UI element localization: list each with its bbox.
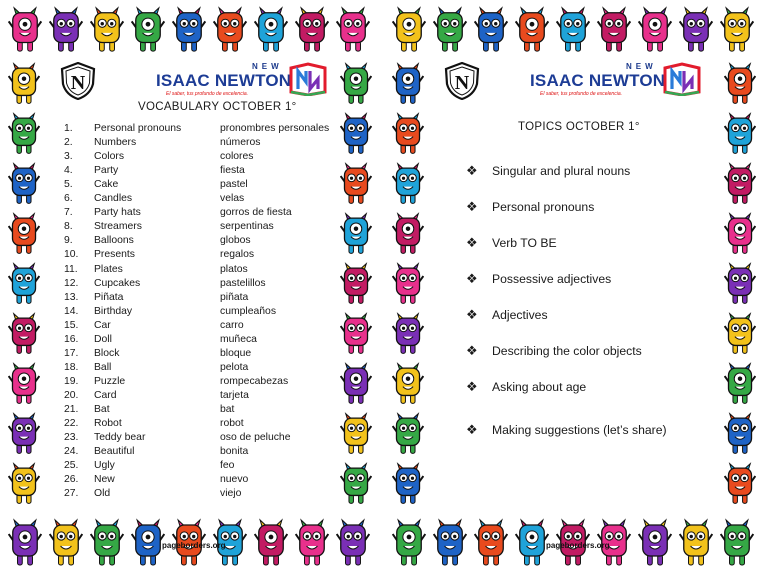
monster-icon — [340, 412, 372, 461]
spanish-word: rompecabezas — [220, 375, 289, 387]
school-emblem-icon — [60, 62, 96, 100]
monster-icon — [8, 312, 40, 361]
spanish-word: pronombres personales — [220, 123, 330, 134]
monster-icon — [8, 262, 40, 311]
diamond-bullet-icon: ❖ — [466, 235, 478, 250]
spanish-word: viejo — [220, 488, 242, 500]
english-word: Cake — [94, 179, 119, 191]
topic-text: Personal pronouns — [492, 200, 595, 214]
item-number: 8. — [64, 221, 73, 233]
monster-icon — [638, 518, 672, 573]
spanish-word: gorros de fiesta — [220, 207, 292, 219]
spanish-word: pelota — [220, 361, 249, 373]
monster-icon — [638, 6, 672, 59]
monster-icon — [392, 212, 424, 261]
diamond-bullet-icon: ❖ — [466, 422, 478, 437]
item-number: 12. — [64, 277, 79, 289]
list-item — [64, 264, 334, 278]
monster-icon — [724, 212, 756, 261]
english-word: Robot — [94, 418, 122, 430]
monster-icon — [8, 412, 40, 461]
english-word: Beautiful — [94, 446, 135, 458]
english-word: Car — [94, 319, 111, 331]
item-number: 14. — [64, 305, 79, 317]
english-word: Party — [94, 165, 119, 177]
monster-icon — [392, 6, 426, 59]
monster-icon — [340, 162, 372, 211]
brand-tagline: El saber, tus profundo de excelencia. — [540, 91, 622, 97]
brand-tagline: El saber, tus profundo de excelencia. — [166, 91, 248, 97]
brand-mark-icon — [662, 62, 702, 96]
english-word: Ugly — [94, 460, 115, 472]
monster-icon — [724, 362, 756, 411]
monster-icon — [392, 412, 424, 461]
item-number: 25. — [64, 460, 79, 472]
monster-icon — [515, 518, 549, 573]
item-number: 27. — [64, 488, 79, 500]
item-number: 1. — [64, 123, 73, 134]
item-number: 15. — [64, 319, 79, 331]
list-item — [64, 221, 334, 235]
monster-icon — [131, 6, 165, 59]
list-item — [64, 488, 334, 502]
english-word: New — [94, 474, 115, 486]
list-item — [64, 446, 334, 460]
credit-label: pageborders.org — [162, 541, 226, 550]
list-item — [64, 165, 334, 179]
monster-icon — [8, 6, 42, 59]
monster-icon — [340, 212, 372, 261]
diamond-bullet-icon: ❖ — [466, 307, 478, 322]
topic-text: Making suggestions (let’s share) — [492, 423, 667, 437]
page-title: VOCABULARY OCTOBER 1° — [138, 101, 297, 113]
english-word: Balloons — [94, 235, 134, 247]
english-word: Party hats — [94, 207, 141, 219]
spanish-word: cumpleaños — [220, 305, 277, 317]
monster-icon — [295, 6, 329, 59]
topic-text: Possessive adjectives — [492, 272, 612, 286]
item-number: 16. — [64, 333, 79, 345]
item-number: 21. — [64, 404, 79, 415]
monster-icon — [8, 518, 42, 573]
monster-icon — [213, 6, 247, 59]
school-logo — [530, 62, 710, 98]
english-word: Old — [94, 488, 111, 500]
monster-icon — [392, 312, 424, 361]
item-number: 23. — [64, 432, 79, 444]
monster-icon — [515, 6, 549, 59]
item-number: 9. — [64, 235, 73, 247]
english-word: Doll — [94, 333, 112, 345]
diamond-bullet-icon: ❖ — [466, 343, 478, 358]
english-word: Block — [94, 347, 120, 359]
brand-mark-icon — [288, 62, 328, 96]
diamond-bullet-icon: ❖ — [466, 199, 478, 214]
list-item — [64, 404, 334, 418]
monster-icon — [392, 112, 424, 161]
monster-icon — [724, 312, 756, 361]
topics-page — [384, 0, 768, 576]
monster-icon — [724, 112, 756, 161]
spanish-word: colores — [220, 151, 254, 163]
item-number: 17. — [64, 347, 79, 359]
monster-icon — [392, 362, 424, 411]
monster-icon — [392, 518, 426, 573]
spanish-word: pastel — [220, 179, 248, 191]
monster-icon — [724, 262, 756, 311]
list-item — [64, 320, 334, 334]
monster-icon — [340, 62, 372, 111]
monster-icon — [392, 162, 424, 211]
english-word: Teddy bear — [94, 432, 146, 444]
monster-icon — [8, 112, 40, 161]
monster-icon — [474, 518, 508, 573]
item-number: 10. — [64, 249, 79, 261]
topic-text: Verb TO BE — [492, 236, 557, 250]
diamond-bullet-icon: ❖ — [466, 379, 478, 394]
diamond-bullet-icon: ❖ — [466, 163, 478, 178]
spanish-word: fiesta — [220, 165, 245, 177]
english-word: Streamers — [94, 221, 142, 233]
monster-icon — [340, 262, 372, 311]
list-item — [64, 249, 334, 263]
spanish-word: regalos — [220, 249, 255, 261]
spanish-word: carro — [220, 319, 244, 331]
brand-new-label: NEW — [252, 62, 283, 71]
monster-icon — [724, 62, 756, 111]
monster-icon — [295, 518, 329, 573]
monster-icon — [340, 462, 372, 511]
spanish-word: piñata — [220, 291, 249, 303]
list-item — [64, 418, 334, 432]
list-item — [64, 348, 334, 362]
brand-new-label: NEW — [626, 62, 657, 71]
spanish-word: bat — [220, 404, 235, 415]
monster-icon — [131, 518, 165, 573]
monster-icon — [392, 262, 424, 311]
english-word: Bat — [94, 404, 110, 415]
monster-icon — [340, 112, 372, 161]
svg-text:N: N — [70, 72, 86, 94]
english-word: Numbers — [94, 137, 137, 149]
list-item — [64, 460, 334, 474]
monster-icon — [597, 6, 631, 59]
credit-label: pageborders.org — [546, 541, 610, 550]
list-item — [64, 278, 334, 292]
monster-icon — [8, 362, 40, 411]
monster-icon — [392, 462, 424, 511]
item-number: 11. — [64, 263, 78, 275]
monster-icon — [8, 462, 40, 511]
spanish-word: números — [220, 137, 261, 149]
monster-icon — [474, 6, 508, 59]
brand-name: ISAAC NEWTON — [530, 71, 666, 90]
list-item — [64, 179, 334, 193]
english-word: Puzzle — [94, 375, 126, 387]
list-item — [64, 432, 334, 446]
monster-icon — [679, 518, 713, 573]
english-word: Personal pronouns — [94, 123, 182, 134]
topic-text: Adjectives — [492, 308, 548, 322]
monster-icon — [8, 212, 40, 261]
list-item — [64, 151, 334, 165]
english-word: Piñata — [94, 291, 124, 303]
monster-icon — [720, 518, 754, 573]
item-number: 24. — [64, 446, 79, 458]
item-number: 5. — [64, 179, 73, 191]
monster-icon — [336, 518, 370, 573]
item-number: 2. — [64, 137, 73, 149]
topic-text: Asking about age — [492, 380, 587, 394]
spanish-word: robot — [220, 418, 244, 430]
item-number: 3. — [64, 151, 73, 163]
brand-name: ISAAC NEWTON — [156, 71, 292, 90]
item-number: 18. — [64, 361, 79, 373]
item-number: 6. — [64, 193, 73, 205]
list-item — [64, 207, 334, 221]
monster-icon — [720, 6, 754, 59]
monster-icon — [392, 62, 424, 111]
monster-icon — [433, 518, 467, 573]
list-item — [64, 292, 334, 306]
monster-icon — [49, 6, 83, 59]
item-number: 4. — [64, 165, 73, 177]
spanish-word: platos — [220, 263, 248, 275]
english-word: Presents — [94, 249, 136, 261]
topic-text: Describing the color objects — [492, 344, 642, 358]
list-item — [64, 376, 334, 390]
diamond-bullet-icon: ❖ — [466, 271, 478, 286]
english-word: Colors — [94, 151, 125, 163]
english-word: Candles — [94, 193, 133, 205]
list-item — [64, 390, 334, 404]
item-number: 22. — [64, 418, 79, 430]
spanish-word: muñeca — [220, 333, 257, 345]
monster-icon — [254, 6, 288, 59]
english-word: Plates — [94, 263, 123, 275]
monster-icon — [254, 518, 288, 573]
spanish-word: globos — [220, 235, 251, 247]
monster-icon — [336, 6, 370, 59]
monster-icon — [8, 62, 40, 111]
item-number: 20. — [64, 389, 79, 401]
item-number: 19. — [64, 375, 79, 387]
monster-icon — [679, 6, 713, 59]
topic-text: Singular and plural nouns — [492, 164, 631, 178]
monster-icon — [724, 462, 756, 511]
item-number: 26. — [64, 474, 79, 486]
monster-icon — [724, 412, 756, 461]
spanish-word: nuevo — [220, 474, 249, 486]
english-word: Birthday — [94, 305, 133, 317]
spanish-word: bonita — [220, 446, 249, 458]
svg-text:N: N — [454, 72, 470, 94]
list-item — [64, 306, 334, 320]
english-word: Cupcakes — [94, 277, 141, 289]
list-item — [64, 123, 334, 137]
school-logo — [156, 62, 336, 98]
list-item — [64, 137, 334, 151]
school-emblem-icon — [444, 62, 480, 100]
spanish-word: oso de peluche — [220, 432, 291, 444]
spanish-word: pastelillos — [220, 277, 266, 289]
spanish-word: feo — [220, 460, 235, 472]
item-number: 13. — [64, 291, 79, 303]
item-number: 7. — [64, 207, 73, 219]
monster-icon — [90, 518, 124, 573]
page-title: TOPICS OCTOBER 1° — [518, 121, 640, 133]
monster-icon — [8, 162, 40, 211]
list-item — [64, 235, 334, 249]
list-item — [64, 334, 334, 348]
monster-icon — [340, 312, 372, 361]
english-word: Ball — [94, 361, 112, 373]
spanish-word: velas — [220, 193, 245, 205]
monster-icon — [433, 6, 467, 59]
monster-icon — [724, 162, 756, 211]
list-item — [64, 362, 334, 376]
english-word: Card — [94, 389, 117, 401]
monster-icon — [90, 6, 124, 59]
monster-icon — [340, 362, 372, 411]
monster-icon — [49, 518, 83, 573]
monster-icon — [556, 6, 590, 59]
list-item — [64, 193, 334, 207]
spanish-word: bloque — [220, 347, 252, 359]
spanish-word: tarjeta — [220, 389, 249, 401]
monster-icon — [172, 6, 206, 59]
spanish-word: serpentinas — [220, 221, 274, 233]
list-item — [64, 474, 334, 488]
